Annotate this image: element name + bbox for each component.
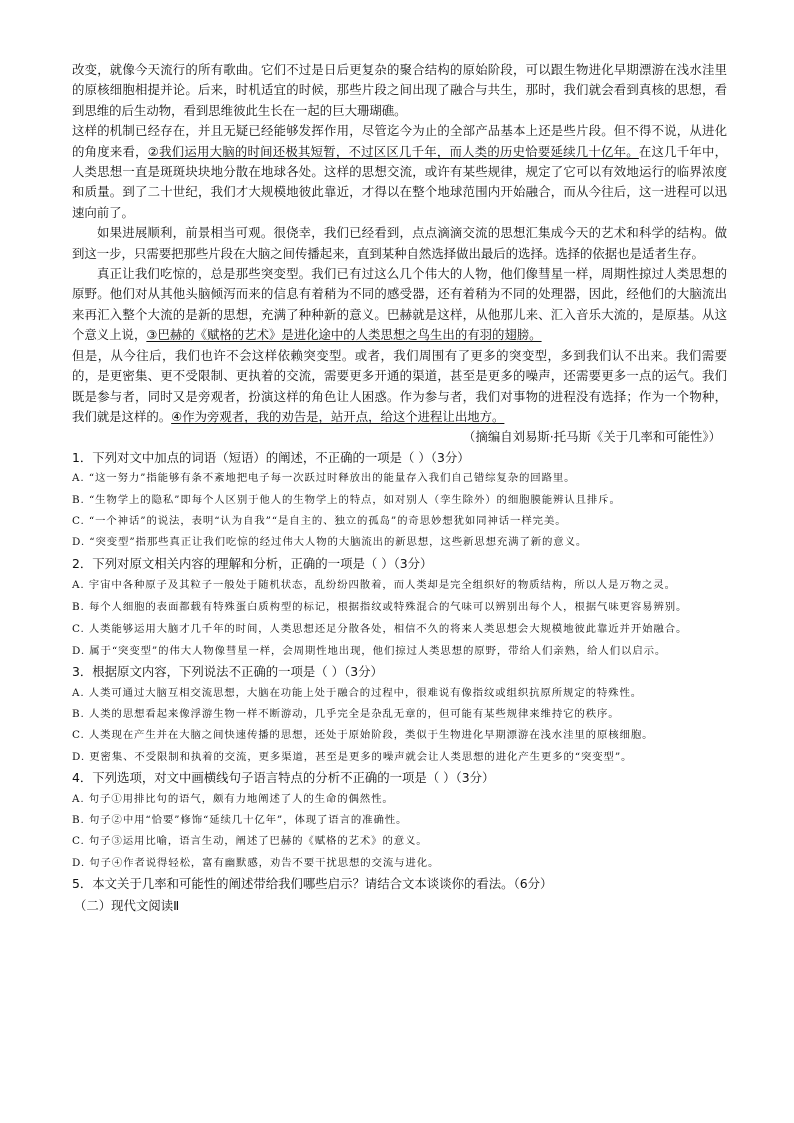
passage-source: （摘编自刘易斯·托马斯《关于几率和可能性》） — [463, 429, 721, 445]
passage-text: 但是，从今往后，我们也许不会这样依赖突变型。或者，我们周围有了更多的突变型，多到我们认不出来。我们需要的，是更密集、更不受限制、更执着的交流，需要更多开通的渠道，甚至是更多的噪声，还需要更多一点的运气。我们既是参与者，同时又是旁观者，扮演这样的角色让人困惑。作为参与者，我们对事物的进程没有选择；作为一个物种，我们就是这样的。 — [72, 347, 727, 424]
question-stem: 2．下列对原文相关内容的理解和分析，正确的一项是（ ）（3分） — [72, 555, 433, 571]
option-b: B. 人类的思想看起来像浮游生物一样不断游动，几乎完全是杂乱无章的，但可能有某些规律来维持它的秩序。 — [72, 707, 620, 720]
question-stem: 5．本文关于几率和可能性的阐述带给我们哪些启示？请结合文本谈谈你的看法。（6分） — [72, 876, 553, 892]
passage-text: 在这几千年中，人类思想一直是斑斑块块地分散在地球各处。这样的思想交流，或许有某些规律，规定了它可以有效地运行的临界浓度和质量。到了二十世纪，我们才大规模地彼此靠近，才得以在整个地球范围内开始融合，而从今往后，这一进程可以迅速向前了。 — [72, 143, 728, 220]
option-d: D. 更密集、不受限制和执着的交流，更多渠道，甚至是更多的噪声就会让人类思想的进化产生更多的“突变型”。 — [72, 750, 633, 763]
option-c: C. “一个神话”的说法，表明“认为自我”“是自主的、独立的孤岛”的奇思妙想犹如同神话一样完美。 — [72, 514, 567, 527]
passage-paragraph-3: 如果进展顺利，前景相当可观。很侥幸，我们已经看到，点点滴滴交流的思想汇集成今天的艺术和科学的结构。做到这一步，只需要把那些片段在大脑之间传播起来，直到某种自然选择做出最后的选择。选择的依据也是适者生存。 — [72, 225, 727, 261]
option-a: A. “这一努力”指能够有条不紊地把电子每一次跃过时释放出的能量存入我们自己错综复杂的回路里。 — [72, 472, 576, 485]
question-3 — [72, 662, 727, 768]
question-2 — [72, 554, 727, 662]
passage-paragraph-2 — [72, 121, 727, 223]
option-a: A. 宇宙中各种原子及其粒子一般处于随机状态，乱纷纷四散着，而人类却是完全组织好的物质结构，所以人是万物之灵。 — [72, 579, 676, 592]
passage-paragraph-1: 改变，就像今天流行的所有歌曲。它们不过是日后更复杂的聚合结构的原始阶段，可以跟生物进化早期漂游在浅水洼里的原核细胞相提并论。后来，时机适宜的时候，那些片段之间出现了融合与共生，那时，我们就会看到真核的思想，看到思维的后生动物，看到思维彼此生长在一起的巨大珊瑚礁。 — [72, 62, 727, 118]
option-a: A. 句子①用排比句的语气，颇有力地阐述了人的生命的偶然性。 — [72, 792, 394, 805]
option-c: C. 人类能够运用大脑才几千年的时间，人类思想还足分散各处，相信不久的将来人类思想会大规模地彼此靠近并开始融合。 — [72, 623, 688, 636]
option-d: D. 属于“突变型”的伟大人物像彗星一样，会周期性地出现，他们掠过人类思想的原野，带给人们亲熟，给人们以启示。 — [72, 645, 667, 658]
option-c: C. 人类现在产生并在大脑之间快速传播的思想，还处于原始阶段，类似于生物进化早期漂游在浅水洼里的原核细胞。 — [72, 729, 654, 742]
option-a: A. 人类可通过大脑互相交流思想，大脑在功能上处于融合的过程中，很难说有像指纹或组织抗原所规定的特殊性。 — [72, 686, 643, 699]
passage-text: 这样的机制已经存在，并且无疑已经能够发挥作用，尽管迄今为止的全部产品基本上还是些片段。但不得不说，从进化的角度来看， — [72, 123, 727, 159]
exam-page — [72, 60, 727, 916]
underlined-sentence-2: ②我们运用大脑的时间还极其短暂，不过区区几千年，而人类的历史恰要延续几十亿年。 — [147, 143, 639, 159]
passage-text: 真正让我们吃惊的，总是那些突变型。我们已有过这么几个伟大的人物，他们像彗星一样，周期性掠过人类思想的原野。他们对从其他头脑倾泻而来的信息有着稍为不同的感受器，还有着稍为不同的处理器，因此，经他们的大脑流出来再汇入整个大流的是新的思想，充满了种种新的意义。巴赫就是这样，从他那儿来、汇入音乐大流的，是原基。从这个意义上说， — [72, 266, 727, 343]
option-b: B. “生物学上的隐私”即每个人区别于他人的生物学上的特点，如对别人（孪生除外）的细胞膜能辨认且排斥。 — [72, 493, 621, 506]
option-d: D. 句子④作者说得轻松，富有幽默感，劝告不要干扰思想的交流与进化。 — [72, 856, 440, 869]
question-stem: 1．下列对文中加点的词语（短语）的阐述，不正确的一项是（ ）（3分） — [72, 449, 470, 465]
underlined-sentence-4: ④作为旁观者，我的劝告是，站开点，给这个进程让出地方。 — [171, 408, 505, 424]
section-heading: （二）现代文阅读Ⅱ — [74, 897, 180, 913]
question-1 — [72, 448, 727, 554]
option-b: B. 句子②中用“恰要”修饰“延续几十亿年”，体现了语言的准确性。 — [72, 814, 408, 826]
question-stem: 4．下列选项，对文中画横线句子语言特点的分析不正确的一项是（ ）（3分） — [72, 770, 495, 786]
option-d: D. “突变型”指那些真正让我们吃惊的经过伟大人物的大脑流出的新思想，这些新思想充满了新的意义。 — [72, 536, 588, 549]
reading-passage — [72, 60, 727, 448]
question-4 — [72, 768, 727, 874]
option-c: C. 句子③运用比喻，语言生动，阐述了巴赫的《赋格的艺术》的意义。 — [72, 835, 428, 848]
passage-paragraph-5 — [72, 346, 727, 428]
question-5 — [72, 874, 727, 894]
underlined-sentence-3: ③巴赫的《赋格的艺术》是进化途中的人类思想之鸟生出的有羽的翅膀。 — [146, 327, 542, 343]
option-b: B. 每个人细胞的表面都载有特殊蛋白质构型的标记，根据指纹或特殊混合的气味可以辨别出每个人，根据气味更容易辨别。 — [72, 601, 688, 614]
question-stem: 3．根据原文内容，下列说法不正确的一项是（ ）（3分） — [72, 664, 383, 680]
passage-paragraph-4 — [72, 264, 727, 346]
